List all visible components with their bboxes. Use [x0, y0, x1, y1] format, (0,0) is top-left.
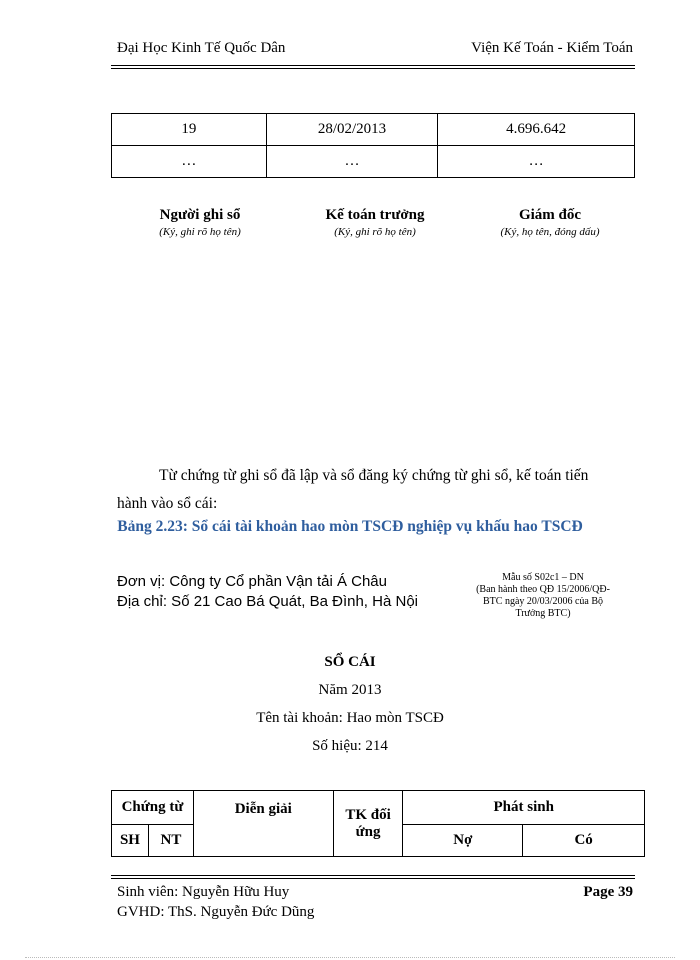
page-break-line — [25, 957, 675, 958]
company-name: Đơn vị: Công ty Cổ phần Vận tải Á Châu — [117, 573, 387, 590]
signature-role: Kế toán trưởng — [325, 207, 425, 223]
header-nt: NT — [148, 825, 193, 857]
signature-role: Giám đốc — [518, 207, 582, 223]
table-cell: 19 — [112, 114, 267, 146]
ledger-year: Năm 2013 — [318, 682, 382, 698]
continuation-table — [111, 113, 635, 178]
ledger-table — [111, 790, 645, 857]
body-paragraph — [117, 462, 631, 518]
footer-advisor: GVHD: ThS. Nguyễn Đức Dũng — [117, 904, 315, 920]
table-cell: 28/02/2013 — [266, 114, 438, 146]
footer-rule — [111, 875, 635, 879]
company-address: Địa chỉ: Số 21 Cao Bá Quát, Ba Đình, Hà Nội — [117, 593, 418, 610]
signature-recorder — [140, 207, 260, 238]
signature-director — [480, 207, 620, 238]
header-dien-giai: Diễn giải — [193, 791, 333, 857]
table-cell: … — [438, 146, 635, 178]
ledger-account-number: Số hiệu: 214 — [312, 738, 388, 754]
signature-chief-accountant — [305, 207, 445, 238]
ledger-title: SỔ CÁI — [324, 654, 376, 670]
signature-role: Người ghi sổ — [159, 207, 241, 223]
ledger-account-name: Tên tài khoản: Hao mòn TSCĐ — [256, 710, 444, 726]
header-sh: SH — [112, 825, 149, 857]
signature-note: (Ký, ghi rõ họ tên) — [159, 226, 241, 238]
table-row — [112, 114, 635, 146]
page-header — [117, 40, 633, 62]
table-row — [112, 146, 635, 178]
header-rule — [111, 65, 635, 69]
header-university: Đại Học Kinh Tế Quốc Dân — [117, 40, 286, 56]
signature-note: (Ký, họ tên, đóng dấu) — [500, 226, 600, 238]
page-footer — [117, 882, 633, 922]
form-code: Mẫu số S02c1 – DN — [502, 572, 584, 583]
header-no: Nợ — [403, 825, 523, 857]
table-row — [112, 791, 645, 825]
page-number: Page 39 — [583, 884, 633, 900]
company-info — [117, 572, 418, 612]
header-tk-doi-ung: TK đối ứng — [333, 791, 403, 857]
header-institute: Viện Kế Toán - Kiểm Toán — [471, 40, 633, 56]
header-co: Có — [523, 825, 645, 857]
footer-student: Sinh viên: Nguyễn Hữu Huy — [117, 884, 290, 900]
paragraph-line: hành vào sổ cái: — [117, 495, 218, 512]
form-issued: (Ban hành theo QĐ 15/2006/QĐ-BTC ngày 20/03/2006 của Bộ Trưởng BTC) — [476, 584, 610, 619]
paragraph-line: Từ chứng từ ghi sổ đã lập và sổ đăng ký chứng từ ghi sổ, kế toán tiến — [159, 467, 589, 484]
table-caption: Bảng 2.23: Sổ cái tài khoản hao mòn TSCĐ nghiệp vụ khấu hao TSCĐ — [117, 518, 583, 535]
signature-note: (Ký, ghi rõ họ tên) — [334, 226, 416, 238]
header-phat-sinh: Phát sinh — [403, 791, 645, 825]
header-chung-tu: Chứng từ — [112, 791, 194, 825]
table-cell: 4.696.642 — [438, 114, 635, 146]
table-cell: … — [266, 146, 438, 178]
form-reference — [468, 572, 618, 620]
table-cell: … — [112, 146, 267, 178]
